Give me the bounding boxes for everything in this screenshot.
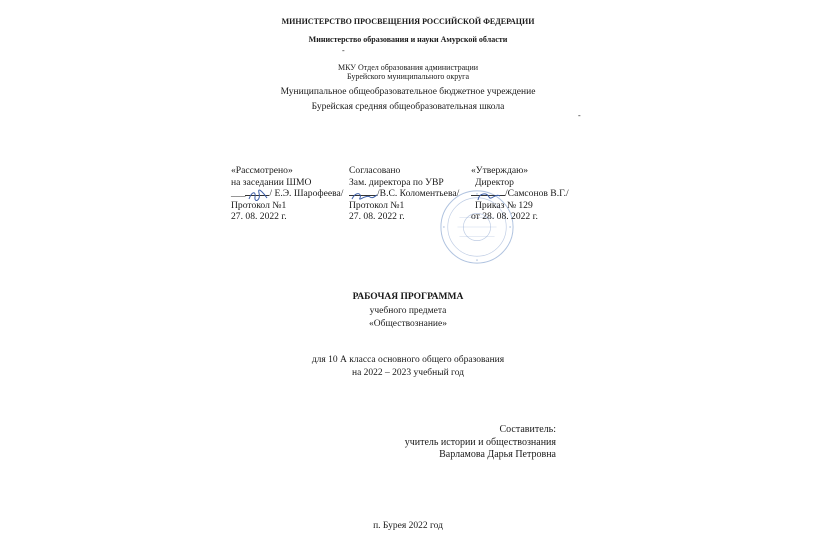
program-subject: «Обществознание» [369,319,447,329]
reviewed-protocol: Протокол №1 [231,199,287,211]
handwritten-signature-icon [475,190,503,204]
reviewed-signer: / Е.Э. Шарофеева/ [269,188,344,200]
handwritten-signature-icon [350,190,378,204]
approved-date: от 28. 08. 2022 г. [471,211,538,223]
agreed-block [349,165,459,223]
handwritten-signature-icon [247,189,269,203]
approved-title: «Утверждаю» [471,165,529,176]
author-block [405,424,556,462]
program-subtitle: учебного предмета [369,306,447,316]
reviewed-signature-line [231,188,343,200]
school-line-2: Бурейская средняя общеобразовательная школа [311,102,505,112]
reviewed-date: 27. 08. 2022 г. [231,211,287,223]
reviewed-title: «Рассмотрено» [231,165,293,176]
agreed-protocol: Протокол №1 [349,199,405,211]
agreed-signature-blank [349,195,377,196]
program-class-line: для 10 А класса основного общего образования [311,355,505,365]
approved-block [471,165,569,223]
reviewed-signature-prefix: ___ [231,188,246,200]
reviewed-meeting: на заседании ШМО [231,176,312,188]
approved-signer: /Самсонов В.Г./ [505,188,569,200]
reviewed-block [231,165,343,223]
header-mark: - [578,111,581,120]
footer-place-year: п. Бурея 2022 год [373,521,443,531]
regional-ministry: Министерство образования и науки Амурской области [308,35,508,44]
author-position: учитель истории и обществознания [404,436,556,448]
approved-order: Приказ № 129 [475,199,533,211]
header-dash: - [342,46,345,55]
reviewed-signature-blank [245,195,269,196]
program-title: РАБОЧАЯ ПРОГРАММА [352,292,464,302]
agreed-date: 27. 08. 2022 г. [349,211,405,223]
approved-signature-line [471,188,569,200]
agreed-position: Зам. директора по УВР [349,176,444,188]
approved-position: Директор [475,176,514,188]
author-label: Составитель: [499,424,556,435]
ministry-title: МИНИСТЕРСТВО ПРОСВЕЩЕНИЯ РОССИЙСКОЙ ФЕДЕРАЦИИ [281,17,535,26]
school-line-1: Муниципальное общеобразовательное бюджетное учреждение [280,87,536,97]
agreed-signer: /В.С. Коломентьева/ [377,188,460,200]
agreed-title: Согласовано [349,165,401,176]
approved-signature-blank [471,195,505,196]
department-line-2: Бурейского муниципального округа [346,72,470,81]
program-year-line: на 2022 – 2023 учебный год [351,368,465,378]
agreed-signature-line [349,188,459,200]
author-name: Варламова Дарья Петровна [439,449,556,460]
department-line-1: МКУ Отдел образования администрации [338,63,478,72]
